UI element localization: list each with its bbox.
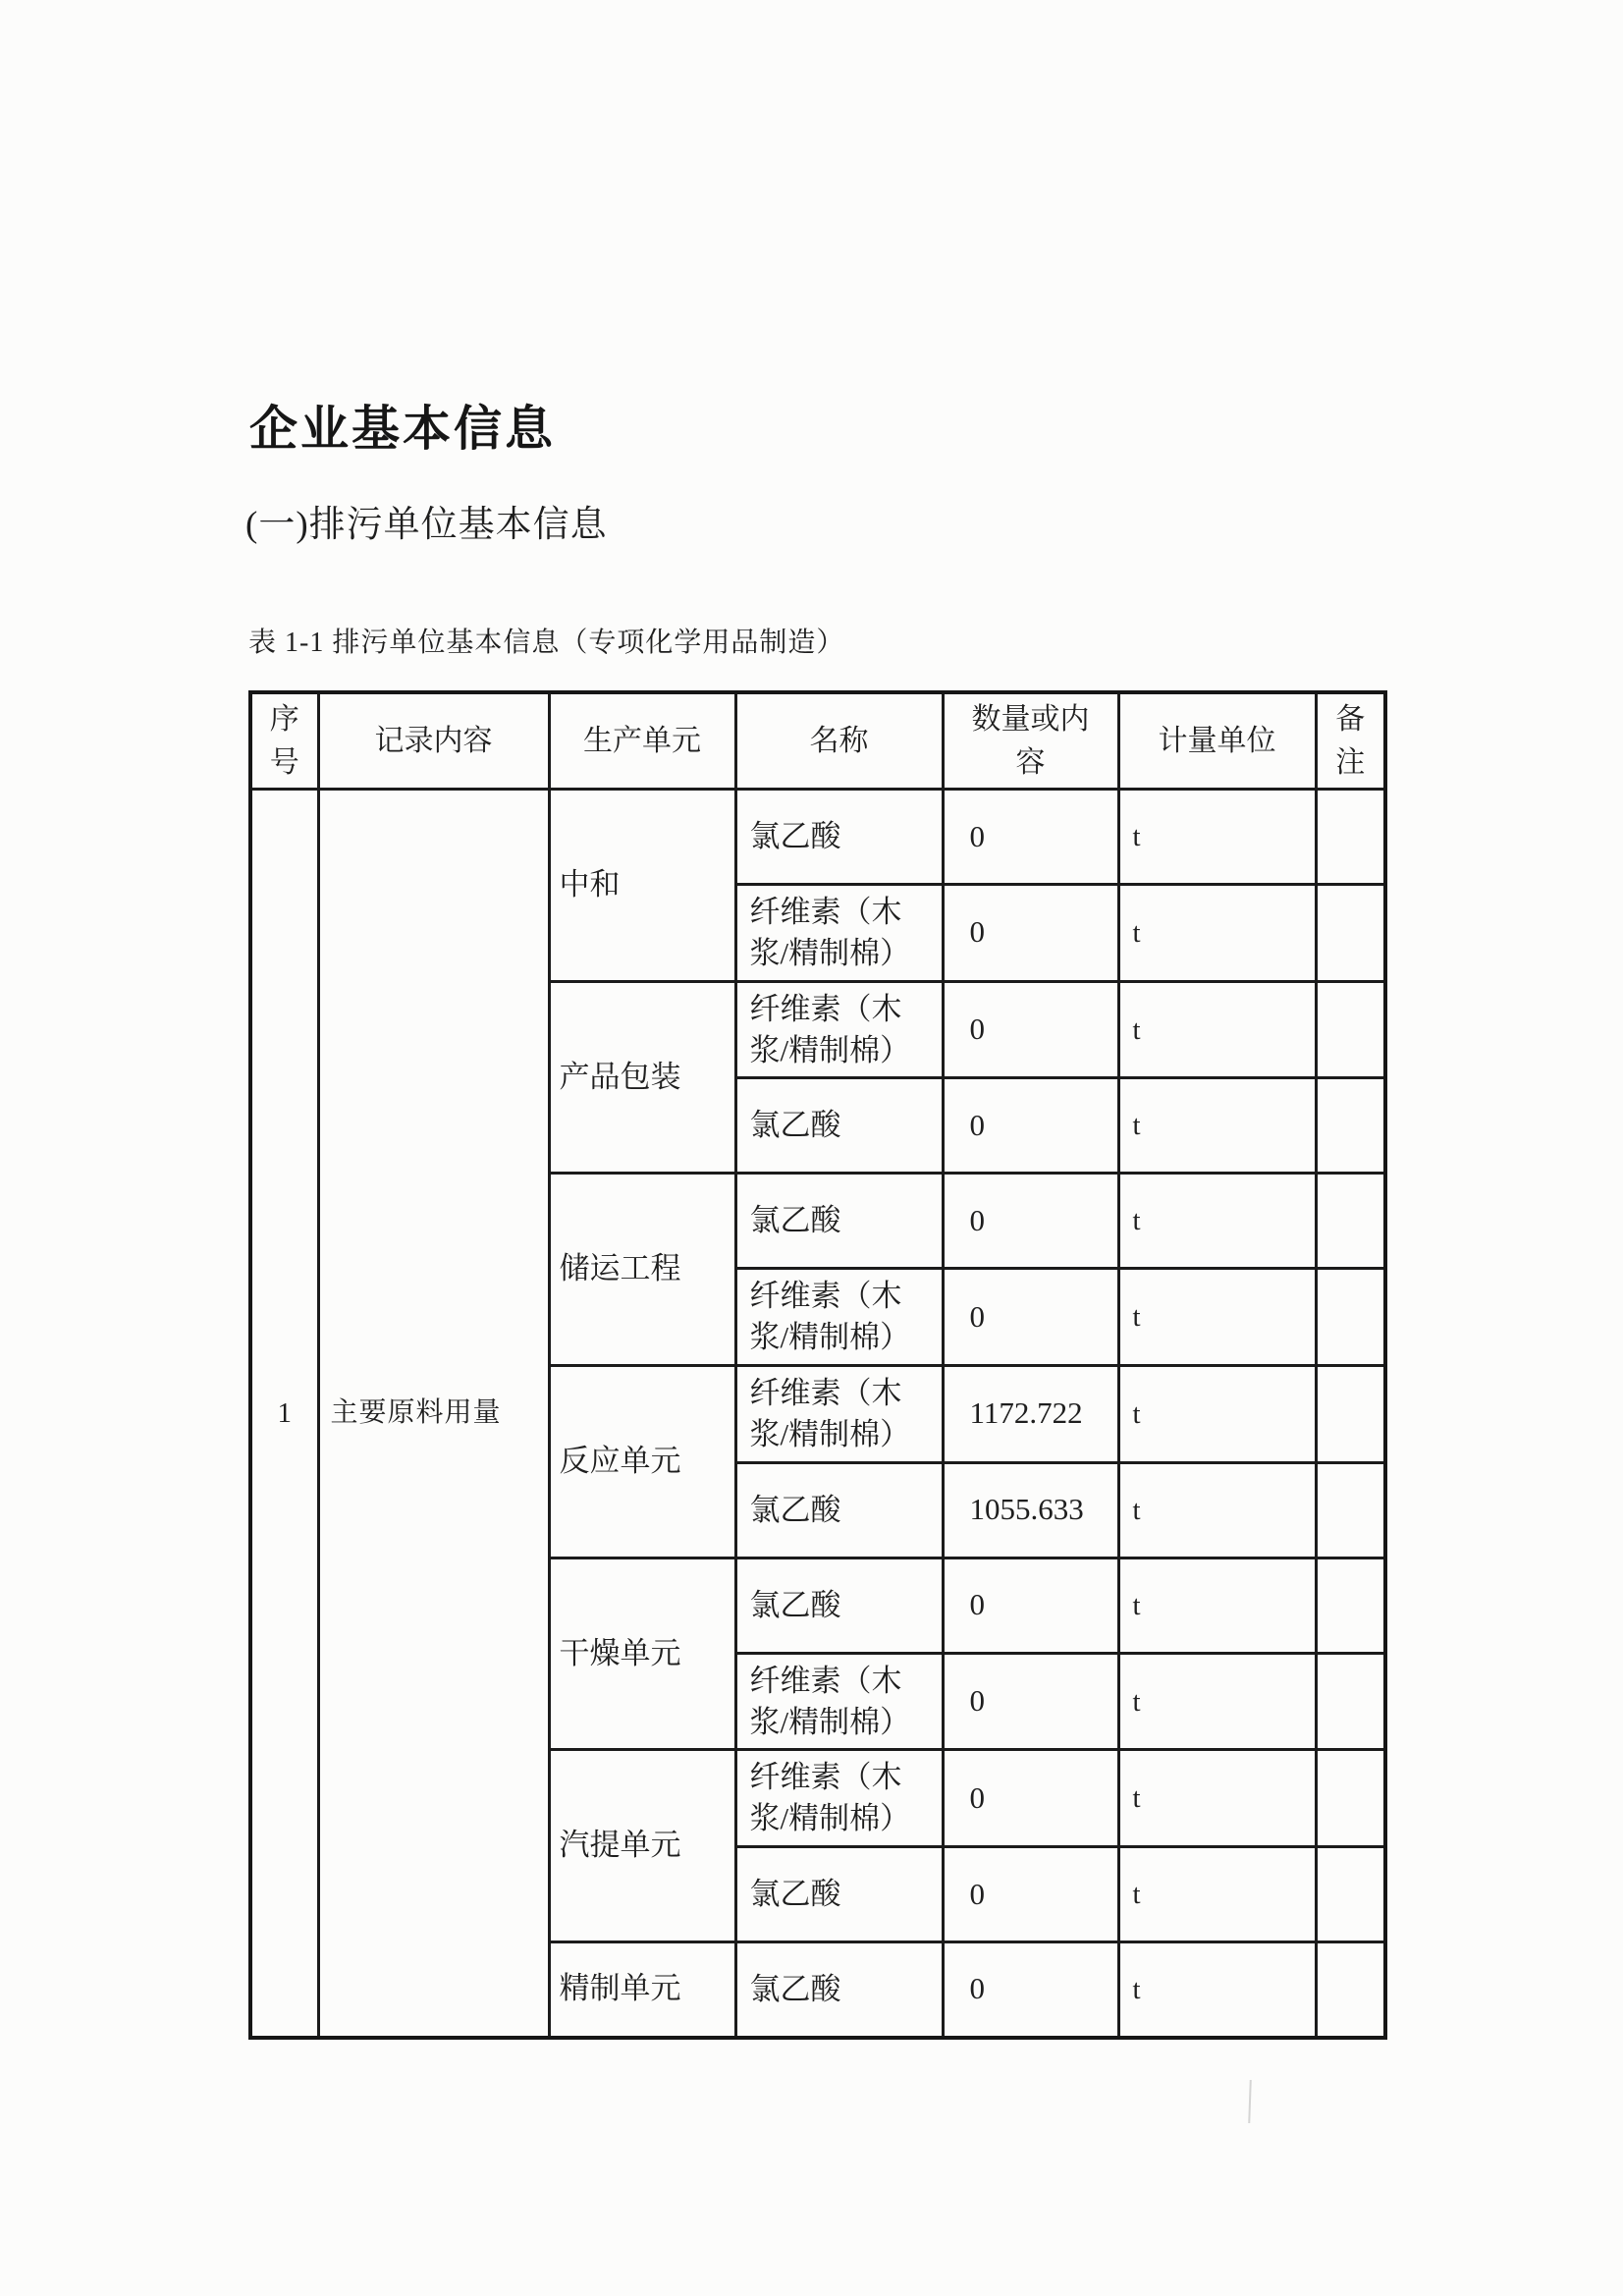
quantity-cell: 0 bbox=[943, 1269, 1118, 1366]
header-cell-production-unit: 生产单元 bbox=[549, 692, 735, 790]
record-content-cell: 主要原料用量 bbox=[318, 790, 549, 2038]
header-cell-remark: 备注 bbox=[1316, 692, 1385, 790]
measure-unit-cell: t bbox=[1118, 1653, 1316, 1750]
remark-cell bbox=[1316, 1558, 1385, 1653]
unit-cell: 储运工程 bbox=[549, 1174, 735, 1366]
header-cell-quantity: 数量或内容 bbox=[943, 692, 1118, 790]
material-name-cell: 氯乙酸 bbox=[735, 1462, 943, 1558]
measure-unit-cell: t bbox=[1118, 1750, 1316, 1847]
quantity-cell: 0 bbox=[943, 790, 1118, 885]
remark-cell bbox=[1316, 1847, 1385, 1942]
unit-cell: 干燥单元 bbox=[549, 1558, 735, 1750]
unit-cell: 汽提单元 bbox=[549, 1750, 735, 1942]
material-name-cell: 氯乙酸 bbox=[735, 790, 943, 885]
section-heading: (一)排污单位基本信息 bbox=[245, 505, 608, 545]
table-row bbox=[250, 790, 1385, 885]
unit-cell: 产品包装 bbox=[549, 981, 735, 1174]
remark-cell bbox=[1316, 1942, 1385, 2038]
material-name-cell: 氯乙酸 bbox=[735, 1558, 943, 1653]
remark-cell bbox=[1316, 790, 1385, 885]
quantity-cell: 0 bbox=[943, 1558, 1118, 1653]
material-name-cell: 纤维素（木浆/精制棉） bbox=[735, 1750, 943, 1847]
measure-unit-cell: t bbox=[1118, 1078, 1316, 1174]
unit-cell: 精制单元 bbox=[549, 1942, 735, 2038]
measure-unit-cell: t bbox=[1118, 1462, 1316, 1558]
remark-cell bbox=[1316, 1078, 1385, 1174]
page-title: 企业基本信息 bbox=[249, 402, 557, 456]
measure-unit-cell: t bbox=[1118, 1366, 1316, 1463]
material-name-cell: 纤维素（木浆/精制棉） bbox=[735, 1269, 943, 1366]
measure-unit-cell: t bbox=[1118, 1847, 1316, 1942]
material-name-cell: 氯乙酸 bbox=[735, 1078, 943, 1174]
remark-cell bbox=[1316, 1653, 1385, 1750]
quantity-cell: 0 bbox=[943, 1942, 1118, 2038]
basic-info-table bbox=[248, 690, 1387, 2040]
remark-cell bbox=[1316, 981, 1385, 1078]
quantity-cell: 1172.722 bbox=[943, 1366, 1118, 1463]
material-name-cell: 纤维素（木浆/精制棉） bbox=[735, 1653, 943, 1750]
material-name-cell: 纤维素（木浆/精制棉） bbox=[735, 1366, 943, 1463]
measure-unit-cell: t bbox=[1118, 981, 1316, 1078]
measure-unit-cell: t bbox=[1118, 790, 1316, 885]
material-name-cell: 氯乙酸 bbox=[735, 1942, 943, 2038]
material-name-cell: 纤维素（木浆/精制棉） bbox=[735, 981, 943, 1078]
remark-cell bbox=[1316, 1269, 1385, 1366]
quantity-cell: 0 bbox=[943, 981, 1118, 1078]
unit-cell: 中和 bbox=[549, 790, 735, 982]
material-name-cell: 纤维素（木浆/精制棉） bbox=[735, 885, 943, 982]
measure-unit-cell: t bbox=[1118, 1174, 1316, 1269]
header-cell-record-content: 记录内容 bbox=[318, 692, 549, 790]
material-name-cell: 氯乙酸 bbox=[735, 1174, 943, 1269]
remark-cell bbox=[1316, 1366, 1385, 1463]
header-cell-seq: 序号 bbox=[250, 692, 318, 790]
remark-cell bbox=[1316, 1750, 1385, 1847]
quantity-cell: 0 bbox=[943, 1653, 1118, 1750]
unit-cell: 反应单元 bbox=[549, 1366, 735, 1558]
header-cell-name: 名称 bbox=[735, 692, 943, 790]
remark-cell bbox=[1316, 1462, 1385, 1558]
measure-unit-cell: t bbox=[1118, 1558, 1316, 1653]
header-cell-measure-unit: 计量单位 bbox=[1118, 692, 1316, 790]
seq-cell: 1 bbox=[250, 790, 318, 2038]
remark-cell bbox=[1316, 1174, 1385, 1269]
material-name-cell: 氯乙酸 bbox=[735, 1847, 943, 1942]
scan-artifact-mark bbox=[1248, 2080, 1252, 2123]
quantity-cell: 0 bbox=[943, 885, 1118, 982]
remark-cell bbox=[1316, 885, 1385, 982]
quantity-cell: 0 bbox=[943, 1847, 1118, 1942]
quantity-cell: 0 bbox=[943, 1078, 1118, 1174]
quantity-cell: 1055.633 bbox=[943, 1462, 1118, 1558]
table-caption: 表 1-1 排污单位基本信息（专项化学用品制造） bbox=[248, 628, 845, 658]
table-header-row bbox=[250, 692, 1385, 790]
measure-unit-cell: t bbox=[1118, 1269, 1316, 1366]
quantity-cell: 0 bbox=[943, 1174, 1118, 1269]
measure-unit-cell: t bbox=[1118, 1942, 1316, 2038]
quantity-cell: 0 bbox=[943, 1750, 1118, 1847]
measure-unit-cell: t bbox=[1118, 885, 1316, 982]
